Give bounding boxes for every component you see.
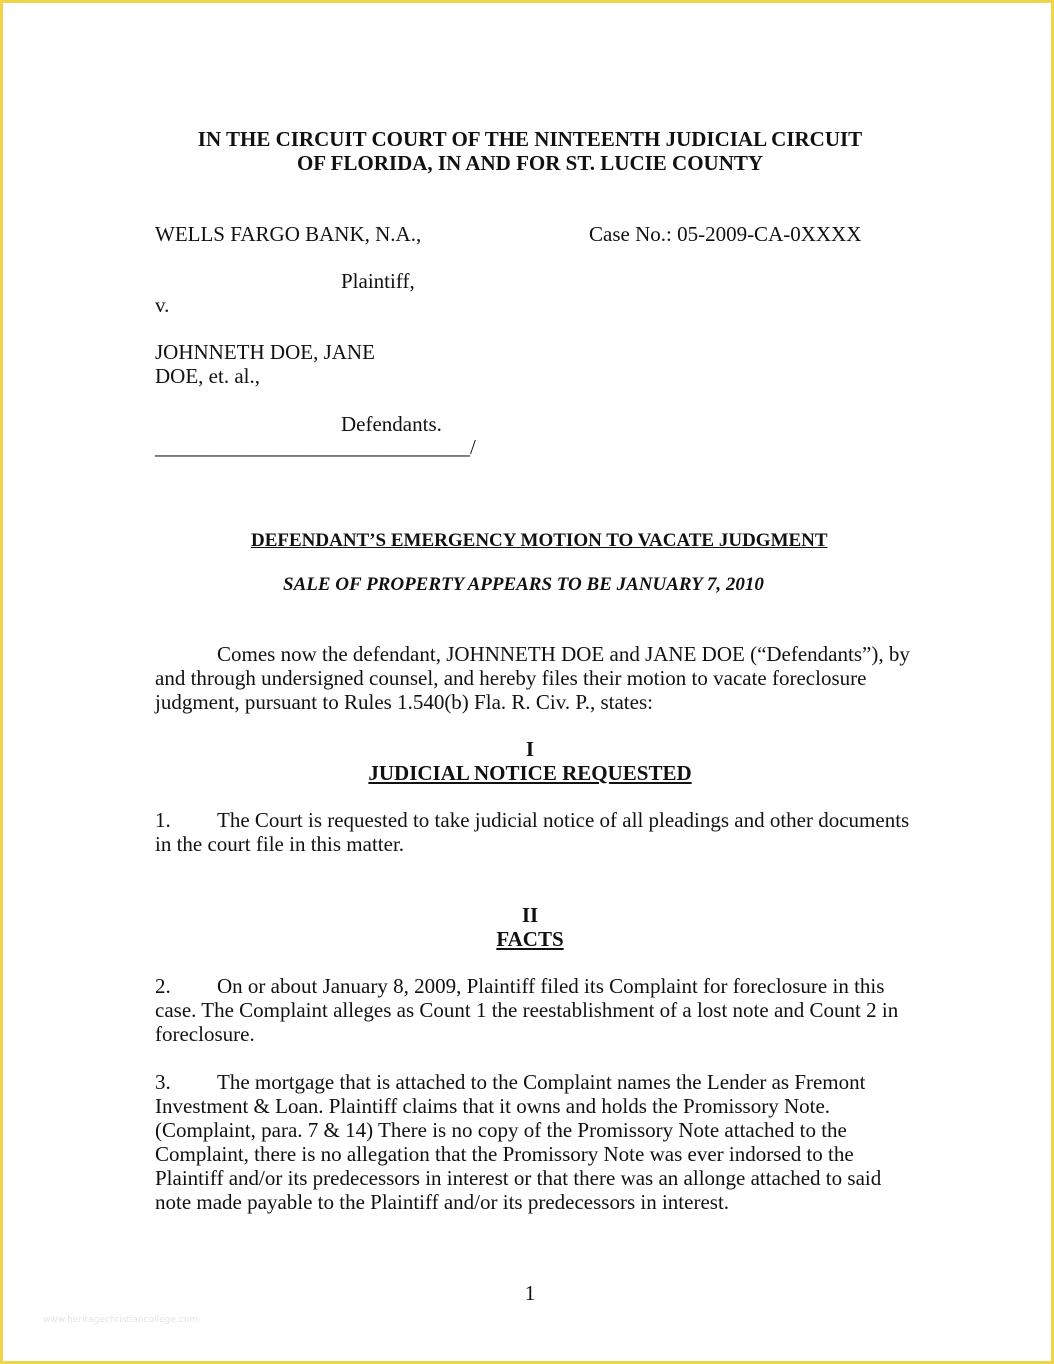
paragraph-2-line-3: foreclosure. <box>155 1022 255 1046</box>
versus-label: v. <box>155 293 170 317</box>
section-2-numeral: II <box>521 903 539 927</box>
paragraph-3-line-5: Plaintiff and/or its predecessors in interest or that there was an allonge attached to said <box>155 1166 882 1190</box>
paragraph-3-line-6: note made payable to the Plaintiff and/or its predecessors in interest. <box>155 1190 730 1214</box>
paragraph-1-line-2: in the court file in this matter. <box>155 832 405 856</box>
intro-line-1: Comes now the defendant, JOHNNETH DOE and JANE DOE (“Defendants”), by <box>217 642 910 666</box>
sale-date-notice: SALE OF PROPERTY APPEARS TO BE JANUARY 7, 2010 <box>283 574 764 595</box>
watermark: www.heritagechristiancollege.com <box>43 1315 198 1325</box>
defendants-label: Defendants. <box>341 412 442 436</box>
motion-title: DEFENDANT’S EMERGENCY MOTION TO VACATE JUDGMENT <box>251 530 828 551</box>
intro-paragraph <box>155 642 915 714</box>
paragraph-2-line-2: case. The Complaint alleges as Count 1 the reestablishment of a lost note and Count 2 in <box>155 998 899 1022</box>
section-1-numeral: I <box>525 737 535 761</box>
caption-signature-rule: ______________________________/ <box>155 435 476 459</box>
intro-line-3: judgment, pursuant to Rules 1.540(b) Fla. R. Civ. P., states: <box>155 690 653 714</box>
section-2-heading: FACTS <box>496 927 564 951</box>
defendant-names-line-2: DOE, et. al., <box>155 364 260 388</box>
paragraph-2-number: 2. <box>155 974 171 998</box>
paragraph-1-number: 1. <box>155 808 171 832</box>
page-number: 1 <box>524 1281 536 1305</box>
paragraph-1-line-1: The Court is requested to take judicial notice of all pleadings and other documents <box>217 808 910 832</box>
court-header-line-1: IN THE CIRCUIT COURT OF THE NINTEENTH JUDICIAL CIRCUIT <box>197 127 863 151</box>
paragraph-3-line-4: Complaint, there is no allegation that the Promissory Note was ever indorsed to the <box>155 1142 854 1166</box>
paragraph-3 <box>155 1070 915 1214</box>
section-1-heading: JUDICIAL NOTICE REQUESTED <box>368 761 692 785</box>
paragraph-3-number: 3. <box>155 1070 171 1094</box>
intro-line-2: and through undersigned counsel, and hereby files their motion to vacate foreclosure <box>155 666 867 690</box>
paragraph-3-line-1: The mortgage that is attached to the Complaint names the Lender as Fremont <box>217 1070 866 1094</box>
plaintiff-name: WELLS FARGO BANK, N.A., <box>155 222 422 246</box>
paragraph-3-line-2: Investment & Loan. Plaintiff claims that it owns and holds the Promissory Note. <box>155 1094 831 1118</box>
paragraph-1 <box>155 808 915 856</box>
paragraph-2-line-1: On or about January 8, 2009, Plaintiff filed its Complaint for foreclosure in this <box>217 974 885 998</box>
case-number: Case No.: 05-2009-CA-0XXXX <box>589 222 862 246</box>
paragraph-2 <box>155 974 915 1046</box>
paragraph-3-line-3: (Complaint, para. 7 & 14) There is no copy of the Promissory Note attached to the <box>155 1118 847 1142</box>
court-header-line-2: OF FLORIDA, IN AND FOR ST. LUCIE COUNTY <box>296 151 764 175</box>
defendant-names-line-1: JOHNNETH DOE, JANE <box>155 340 375 364</box>
plaintiff-label: Plaintiff, <box>341 269 415 293</box>
